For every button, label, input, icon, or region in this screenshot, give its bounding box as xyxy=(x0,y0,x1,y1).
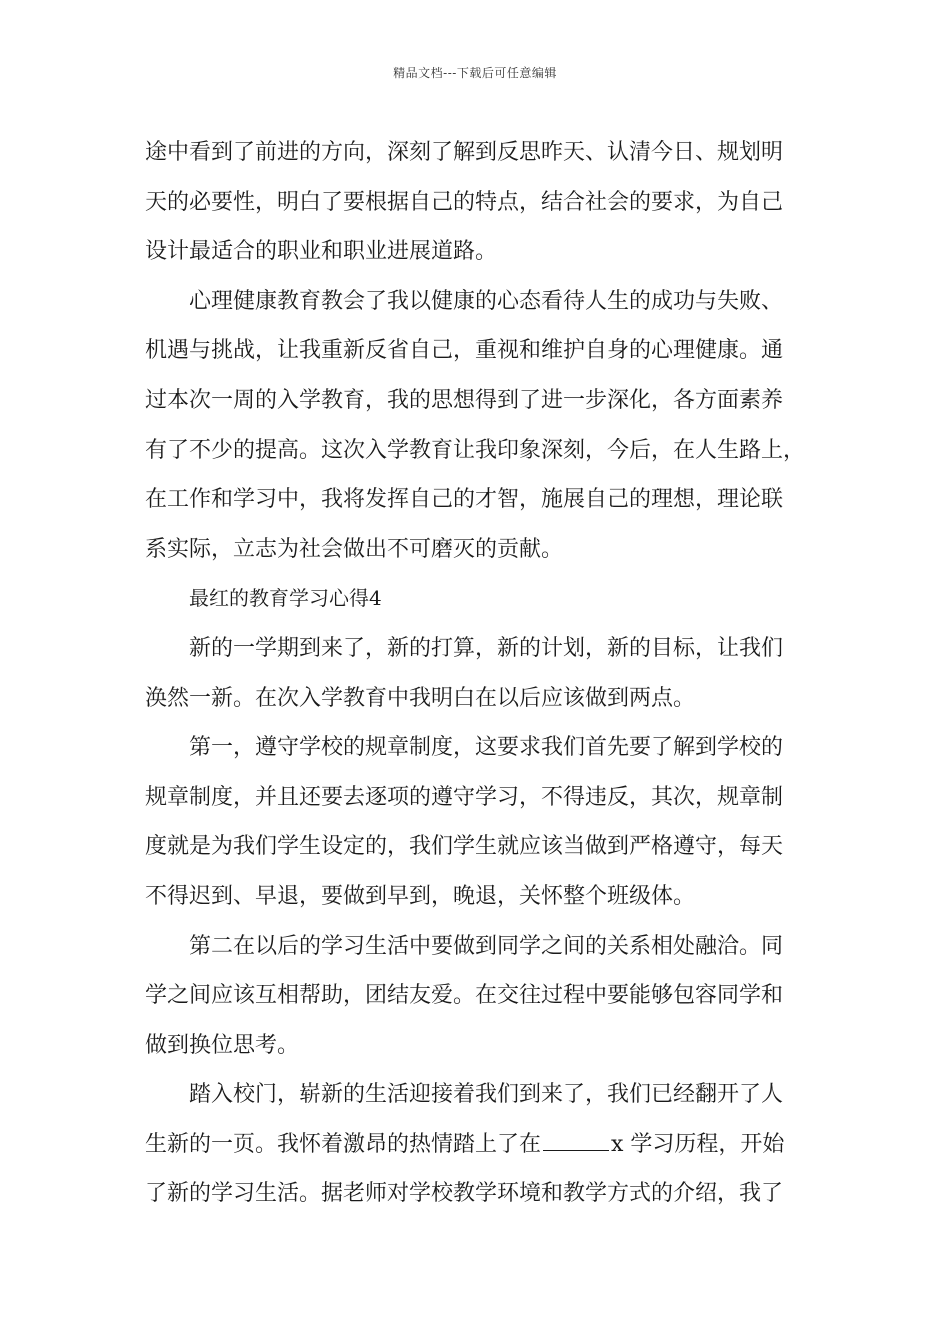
paragraph xyxy=(145,723,825,921)
paragraph xyxy=(145,922,825,1071)
text-line: 踏入校门，崭新的生活迎接着我们到来了，我们已经翻开了人 xyxy=(189,1082,784,1108)
text-line: 过本次一周的入学教育，我的思想得到了进一步深化，各方面素养 xyxy=(145,387,784,413)
text-line: 了新的学习生活。据老师对学校教学环境和教学方式的介绍，我了 xyxy=(145,1181,784,1207)
fill-in-blank xyxy=(543,1128,609,1151)
text-line: 第二在以后的学习生活中要做到同学之间的关系相处融洽。同 xyxy=(189,933,784,959)
paragraph xyxy=(145,128,825,277)
paragraph xyxy=(145,277,825,575)
page-header: 精品文档---下载后可任意编辑 xyxy=(393,66,557,80)
paragraph xyxy=(145,1070,825,1219)
text-line: 不得迟到、早退，要做到早到，晚退，关怀整个班级体。 xyxy=(145,883,696,909)
text-line: 系实际，立志为社会做出不可磨灭的贡献。 xyxy=(145,536,564,562)
text-line: 机遇与挑战，让我重新反省自己，重视和维护自身的心理健康。通 xyxy=(145,338,784,364)
text-line: 新的一学期到来了，新的打算，新的计划，新的目标，让我们 xyxy=(189,635,784,661)
text-line: 做到换位思考。 xyxy=(145,1032,300,1058)
text-line xyxy=(145,1120,825,1170)
text-segment: x 学习历程，开始 xyxy=(611,1131,785,1157)
text-line: 度就是为我们学生设定的，我们学生就应该当做到严格遵守，每天 xyxy=(145,834,784,860)
text-line: 在工作和学习中，我将发挥自己的才智，施展自己的理想，理论联 xyxy=(145,487,784,513)
section-heading: 最红的教育学习心得4 xyxy=(189,586,382,611)
text-line: 规章制度，并且还要去逐项的遵守学习，不得违反，其次，规章制 xyxy=(145,784,784,810)
text-segment: 生新的一页。我怀着激昂的热情踏上了在 xyxy=(145,1131,542,1157)
document-body xyxy=(145,128,825,1219)
text-line: 有了不少的提高。这次入学教育让我印象深刻，今后，在人生路上， xyxy=(145,437,806,463)
text-line: 途中看到了前进的方向，深刻了解到反思昨天、认清今日、规划明 xyxy=(145,140,784,165)
text-line: 第一，遵守学校的规章制度，这要求我们首先要了解到学校的 xyxy=(189,735,784,761)
text-line: 设计最适合的职业和职业进展道路。 xyxy=(145,239,498,265)
paragraph xyxy=(145,624,825,723)
text-line: 天的必要性，明白了要根据自己的特点，结合社会的要求，为自己 xyxy=(145,189,784,215)
text-line: 涣然一新。在次入学教育中我明白在以后应该做到两点。 xyxy=(145,685,696,711)
text-line: 学之间应该互相帮助，团结友爱。在交往过程中要能够包容同学和 xyxy=(145,983,784,1009)
text-line: 心理健康教育教会了我以健康的心态看待人生的成功与失败、 xyxy=(189,288,784,314)
